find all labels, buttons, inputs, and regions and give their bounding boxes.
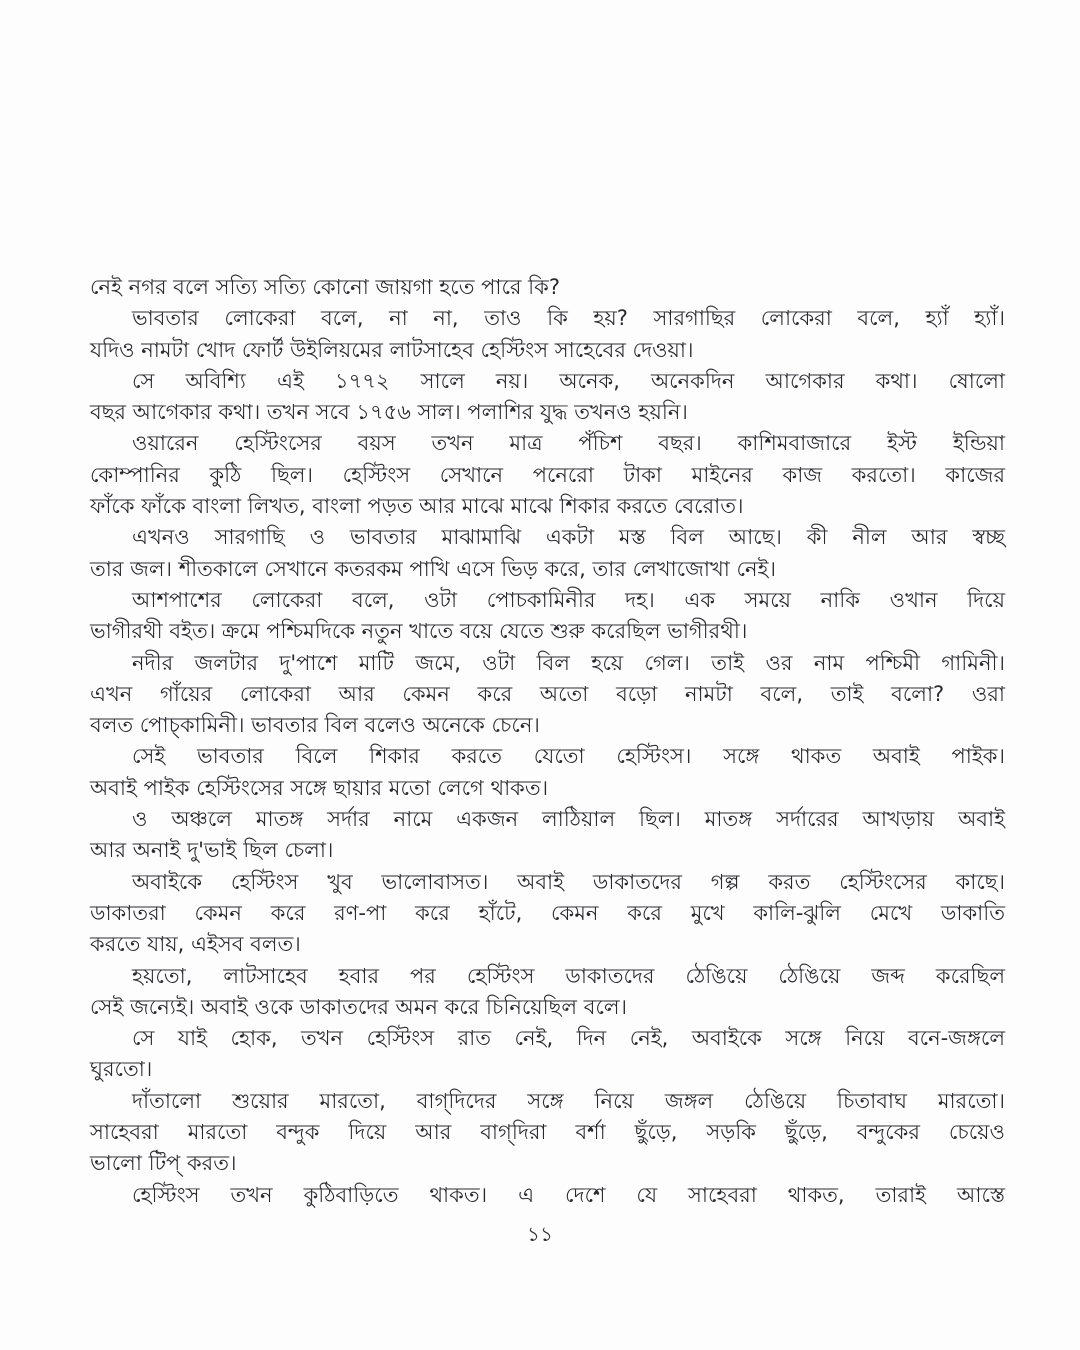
text-line: ভাবতার লোকেরা বলে, না না, তাও কি হয়? সারগাছির লোকেরা বলে, হ্যাঁ হ্যাঁ। [132, 306, 1005, 331]
text-line: দাঁতালো শুয়োর মারতো, বাগ্‌দিদের সঙ্গে নিয়ে জঙ্গল ঠেঙিয়ে চিতাবাঘ মারতো। [132, 1088, 1005, 1113]
text-line: করতে যায়, এইসব বলত। [90, 932, 301, 957]
text-line: কোম্পানির কুঠি ছিল। হেস্টিংস সেখানে পনেরো টাকা মাইনের কাজ করতো। কাজের [90, 462, 1005, 487]
text-line: আশপাশের লোকেরা বলে, ওটা পোচকামিনীর দহ। এক সময়ে নাকি ওখান দিয়ে [132, 587, 1005, 612]
text-line: ঘুরতো। [90, 1057, 153, 1082]
text-line: সে যাই হোক, তখন হেস্টিংস রাত নেই, দিন নেই, অবাইকে সঙ্গে নিয়ে বনে-জঙ্গলে [132, 1026, 1005, 1051]
text-line: বলত পোচ্‌কামিনী। ভাবতার বিল বলেও অনেকে চেনে। [90, 713, 540, 738]
text-line: অবাইকে হেস্টিংস খুব ভালোবাসত। অবাই ডাকাতদের গল্প করত হেস্টিংসের কাছে। [132, 869, 1005, 894]
text-line: এখন গাঁয়ের লোকেরা আর কেমন করে অতো বড়ো নামটা বলে, তাই বলো? ওরা [90, 681, 1005, 706]
text-line: নেই নগর বলে সত্যি সত্যি কোনো জায়গা হতে পারে কি? [90, 275, 561, 299]
text-line: ও অঞ্চলে মাতঙ্গ সর্দার নামে একজন লাঠিয়াল ছিল। মাতঙ্গ সর্দারের আখড়ায় অবাই [132, 807, 1005, 832]
text-line: বছর আগেকার কথা। তখন সবে ১৭৫৬ সাল। পলাশির যুদ্ধ তখনও হয়নি। [90, 400, 688, 425]
text-line: নদীর জলটার দু'পাশে মাটি জমে, ওটা বিল হয়ে গেল। তাই ওর নাম পশ্চিমী গামিনী। [132, 650, 1005, 675]
text-line: আর অনাই দু'ভাই ছিল চেলা। [90, 838, 334, 863]
text-line: ভালো টিপ্ করত। [90, 1151, 237, 1176]
text-line: তার জল। শীতকালে সেখানে কতরকম পাখি এসে ভিড় করে, তার লেখাজোখা নেই। [90, 556, 776, 581]
text-line: ডাকাতরা কেমন করে রণ-পা করে হাঁটে, কেমন করে মুখে কালি-ঝুলি মেখে ডাকাতি [90, 900, 1005, 925]
text-line: অবাই পাইক হেস্টিংসের সঙ্গে ছায়ার মতো লেগে থাকত। [90, 775, 549, 800]
page-number: ১১ [527, 1222, 553, 1246]
text-line: সেই জন্যেই। অবাই ওকে ডাকাতদের অমন করে চিনিয়েছিল বলে। [90, 994, 628, 1019]
text-line: ফাঁকে ফাঁকে বাংলা লিখত, বাংলা পড়ত আর মাঝে মাঝে শিকার করতে বেরোত। [90, 494, 744, 519]
text-line: যদিও নামটা খোদ ফোর্ট উইলিয়মের লাটসাহেব হেস্টিংস সাহেবের দেওয়া। [90, 337, 694, 362]
text-line: এখনও সারগাছি ও ভাবতার মাঝামাঝি একটা মস্ত বিল আছে। কী নীল আর স্বচ্ছ [132, 525, 1005, 550]
text-line: সেই ভাবতার বিলে শিকার করতে যেতো হেস্টিংস। সঙ্গে থাকত অবাই পাইক। [132, 744, 1005, 769]
text-line: সাহেবরা মারতো বন্দুক দিয়ে আর বাগ্‌দিরা বর্শা ছুঁড়ে, সড়কি ছুঁড়ে, বন্দুকের চেয়েও [90, 1120, 1005, 1145]
text-line: সে অবিশ্যি এই ১৭৭২ সালে নয়। অনেক, অনেকদিন আগেকার কথা। ষোলো [132, 368, 1005, 393]
text-line: ভাগীরথী বইত। ক্রমে পশ্চিমদিকে নতুন খাতে বয়ে যেতে শুরু করেছিল ভাগীরথী। [90, 619, 748, 644]
text-line: ওয়ারেন হেস্টিংসের বয়স তখন মাত্র পঁচিশ বছর। কাশিমবাজারে ইস্ট ইন্ডিয়া [132, 431, 1005, 456]
text-line: হেস্টিংস তখন কুঠিবাড়িতে থাকত। এ দেশে যে সাহেবরা থাকত, তারাই আস্তে [132, 1182, 1005, 1207]
text-line: হয়তো, লাটসাহেব হবার পর হেস্টিংস ডাকাতদের ঠেঙিয়ে ঠেঙিয়ে জব্দ করেছিল [132, 963, 1005, 988]
body-text [90, 272, 1005, 1211]
